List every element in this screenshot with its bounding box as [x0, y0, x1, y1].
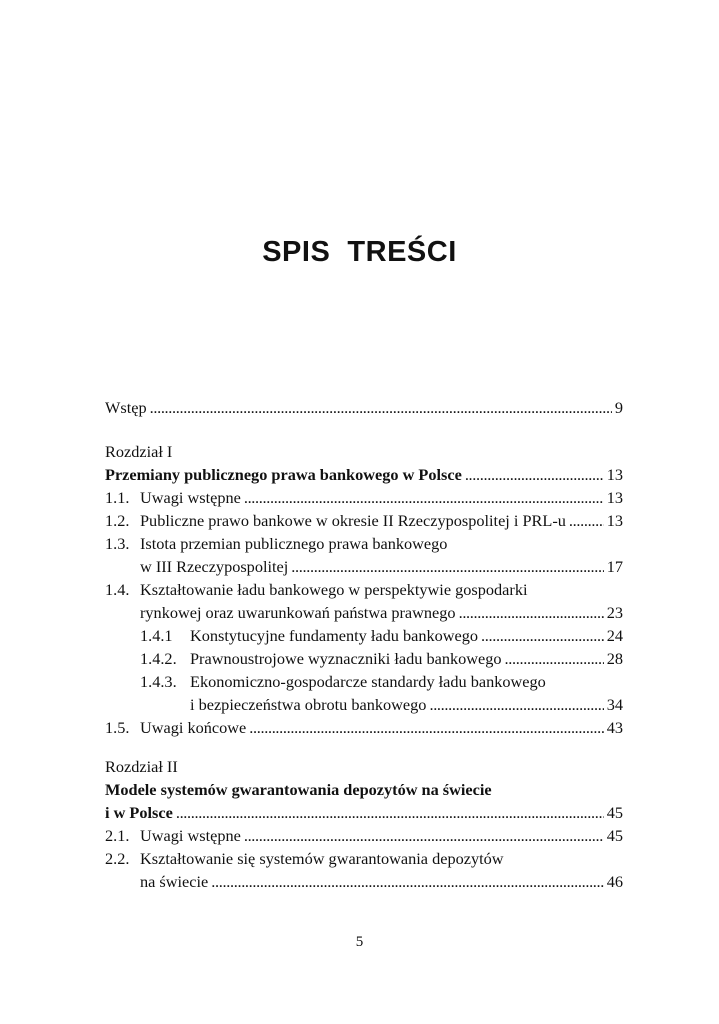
toc-entry-number: 1.4.3.	[140, 672, 177, 691]
page-title: SPIS TREŚCI	[262, 236, 457, 268]
toc-entry-label: Uwagi końcowe	[140, 718, 247, 737]
toc-entry-label: Konstytucyjne fundamenty ładu bankowego	[190, 626, 479, 645]
toc-entry-page: 43	[606, 718, 623, 737]
toc-entry-page: 17	[606, 557, 623, 576]
toc-entry-label: Uwagi wstępne	[140, 826, 241, 845]
toc-entry-number: 1.1.	[105, 488, 130, 507]
toc-entry-page: 9	[614, 398, 623, 417]
toc-entry-number: 1.4.1	[140, 626, 173, 645]
toc-chapter-title	[105, 778, 623, 802]
toc-entry-number: 1.5.	[105, 718, 130, 737]
toc-entry-label: rynkowej oraz uwarunkowań państwa prawnego	[140, 603, 456, 622]
leader-dots	[569, 509, 604, 533]
toc-entry-continued	[105, 555, 623, 579]
toc-entry-label: Modele systemów gwarantowania depozytów na świecie	[105, 780, 492, 799]
toc-entry-number: 1.4.	[105, 580, 130, 599]
toc-subentry	[105, 624, 623, 648]
chapter-heading	[105, 440, 623, 464]
toc-entry-number: 1.4.2.	[140, 649, 177, 668]
leader-dots	[176, 801, 604, 825]
toc-entry-label: w III Rzeczypospolitej	[140, 557, 289, 576]
toc-chapter-title	[105, 463, 623, 487]
toc-subentry-continued	[105, 693, 623, 717]
toc-entry-label: Publiczne prawo bankowe w okresie II Rzeczypospolitej i PRL-u	[140, 511, 566, 530]
toc-entry-page: 46	[606, 872, 623, 891]
toc-entry	[105, 847, 623, 871]
toc-entry	[105, 509, 623, 533]
toc-entry-number: 2.2.	[105, 849, 130, 868]
toc-entry	[105, 824, 623, 848]
toc-entry-label: Uwagi wstępne	[140, 488, 241, 507]
toc-entry-label: Prawnoustrojowe wyznaczniki ładu bankowego	[190, 649, 502, 668]
leader-dots	[459, 601, 604, 625]
leader-dots	[505, 647, 604, 671]
toc-entry-label: Kształtowanie ładu bankowego w perspektywie gospodarki	[140, 580, 528, 599]
toc-entry-label: Przemiany publicznego prawa bankowego w Polsce	[105, 465, 462, 484]
chapter-number: Rozdział II	[105, 757, 178, 776]
toc-entry-number: 1.3.	[105, 534, 130, 553]
toc-entry-label: Ekonomiczno-gospodarcze standardy ładu bankowego	[190, 672, 546, 691]
toc-entry-label: Wstęp	[105, 398, 147, 417]
toc-entry-number: 2.1.	[105, 826, 130, 845]
chapter-heading	[105, 755, 623, 779]
toc-entry-continued	[105, 870, 623, 894]
toc-entry	[105, 578, 623, 602]
leader-dots	[465, 463, 604, 487]
toc-entry-label: Istota przemian publicznego prawa bankowego	[140, 534, 448, 553]
toc-entry-page: 13	[606, 511, 623, 530]
toc-subentry	[105, 670, 623, 694]
chapter-number: Rozdział I	[105, 442, 173, 461]
toc-entry-page: 34	[606, 695, 623, 714]
toc-entry-label: na świecie	[140, 872, 209, 891]
leader-dots	[244, 486, 604, 510]
page-number: 5	[355, 934, 364, 950]
leader-dots	[481, 624, 604, 648]
toc-entry-label: Kształtowanie się systemów gwarantowania depozytów	[140, 849, 504, 868]
toc-entry	[105, 486, 623, 510]
toc-entry-page: 24	[606, 626, 623, 645]
toc-entry-page: 45	[606, 826, 623, 845]
leader-dots	[249, 716, 603, 740]
toc-entry-page: 23	[606, 603, 623, 622]
toc-entry	[105, 532, 623, 556]
leader-dots	[244, 824, 604, 848]
leader-dots	[291, 555, 603, 579]
toc-entry-page: 13	[606, 488, 623, 507]
toc-chapter-title-continued	[105, 801, 623, 825]
toc-entry-page: 28	[606, 649, 623, 668]
toc-entry	[105, 716, 623, 740]
toc-entry-label: i w Polsce	[105, 803, 173, 822]
leader-dots	[211, 870, 603, 894]
toc-entry-page: 13	[606, 465, 623, 484]
toc-entry-continued	[105, 601, 623, 625]
toc-entry-label: i bezpieczeństwa obrotu bankowego	[190, 695, 427, 714]
leader-dots	[150, 396, 612, 420]
toc-subentry	[105, 647, 623, 671]
toc-entry-page: 45	[606, 803, 623, 822]
toc-entry-intro	[105, 396, 623, 420]
leader-dots	[429, 693, 603, 717]
toc-entry-number: 1.2.	[105, 511, 130, 530]
